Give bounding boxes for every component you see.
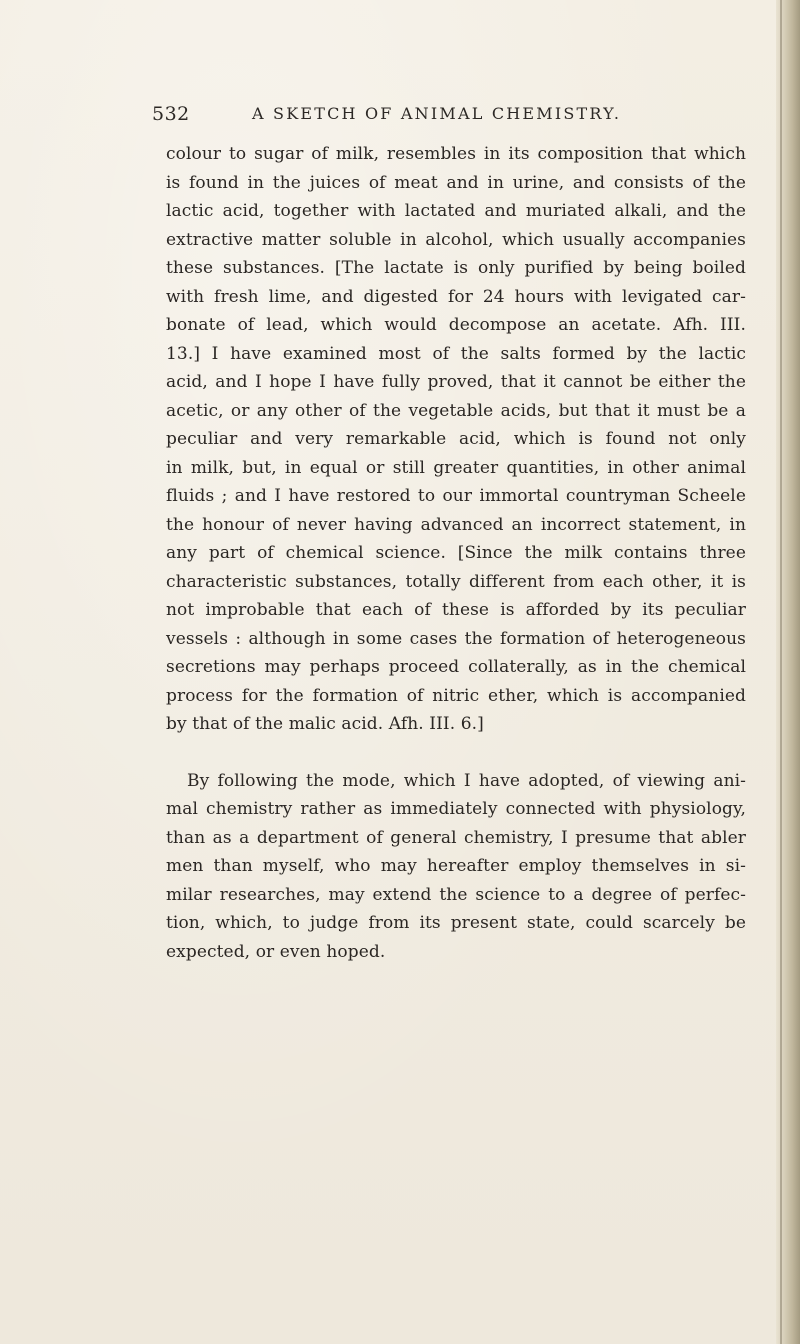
text-line: milar researches, may extend the science to a degree of perfec- (166, 884, 746, 905)
text-line: than as a department of general chemistry, I presume that abler (166, 827, 746, 848)
text-line: secretions may perhaps proceed collaterally, as in the chemical (166, 657, 746, 677)
text-line: men than myself, who may hereafter employ themselves in si- (166, 856, 746, 876)
text-line: fluids ; and I have restored to our immortal countryman Scheele (166, 486, 746, 506)
paragraph-spacer (166, 739, 746, 767)
text-line: expected, or even hoped. (166, 941, 386, 962)
text-line: peculiar and very remarkable acid, which is found not only (166, 429, 746, 449)
text-line: extractive matter soluble in alcohol, which usually accompanies (166, 229, 746, 250)
binding-edge-line (780, 0, 782, 1344)
body-text (166, 140, 746, 966)
text-line: acetic, or any other of the vegetable acids, but that it must be a (166, 400, 746, 421)
text-line: the honour of never having advanced an incorrect statement, in (166, 514, 746, 535)
text-line: tion, which, to judge from its present state, could scarcely be (166, 913, 746, 933)
text-line: By following the mode, which I have adopted, of viewing ani- (187, 770, 746, 791)
text-line: is found in the juices of meat and in urine, and consists of the (166, 172, 746, 193)
paragraph-closing (166, 767, 746, 967)
text-line: in milk, but, in equal or still greater quantities, in other animal (166, 457, 746, 478)
text-line: characteristic substances, totally different from each other, it is (166, 571, 746, 592)
text-line: vessels : although in some cases the formation of heterogeneous (166, 628, 746, 649)
paragraph-continuation (166, 140, 746, 739)
page-number: 532 (152, 103, 190, 125)
text-line: not improbable that each of these is afforded by its peculiar (166, 600, 746, 620)
text-line: bonate of lead, which would decompose an acetate. Afh. III. (166, 315, 746, 335)
text-line: process for the formation of nitric ether, which is accompanied (166, 685, 746, 706)
text-line: mal chemistry rather as immediately connected with physiology, (166, 799, 746, 819)
running-head: A SKETCH OF ANIMAL CHEMISTRY. (252, 104, 622, 123)
text-line: by that of the malic acid. Afh. III. 6.] (166, 714, 484, 734)
text-line: acid, and I hope I have fully proved, that it cannot be either the (166, 372, 746, 392)
text-line: any part of chemical science. [Since the milk contains three (166, 543, 746, 563)
page-header (152, 103, 742, 131)
text-line: colour to sugar of milk, resembles in its composition that which (166, 144, 746, 164)
text-line: these substances. [The lactate is only purified by being boiled (166, 258, 746, 278)
text-line: with fresh lime, and digested for 24 hours with levigated car- (166, 286, 746, 307)
text-line: lactic acid, together with lactated and muriated alkali, and the (166, 201, 746, 221)
text-line: 13.] I have examined most of the salts formed by the lactic (166, 343, 746, 364)
